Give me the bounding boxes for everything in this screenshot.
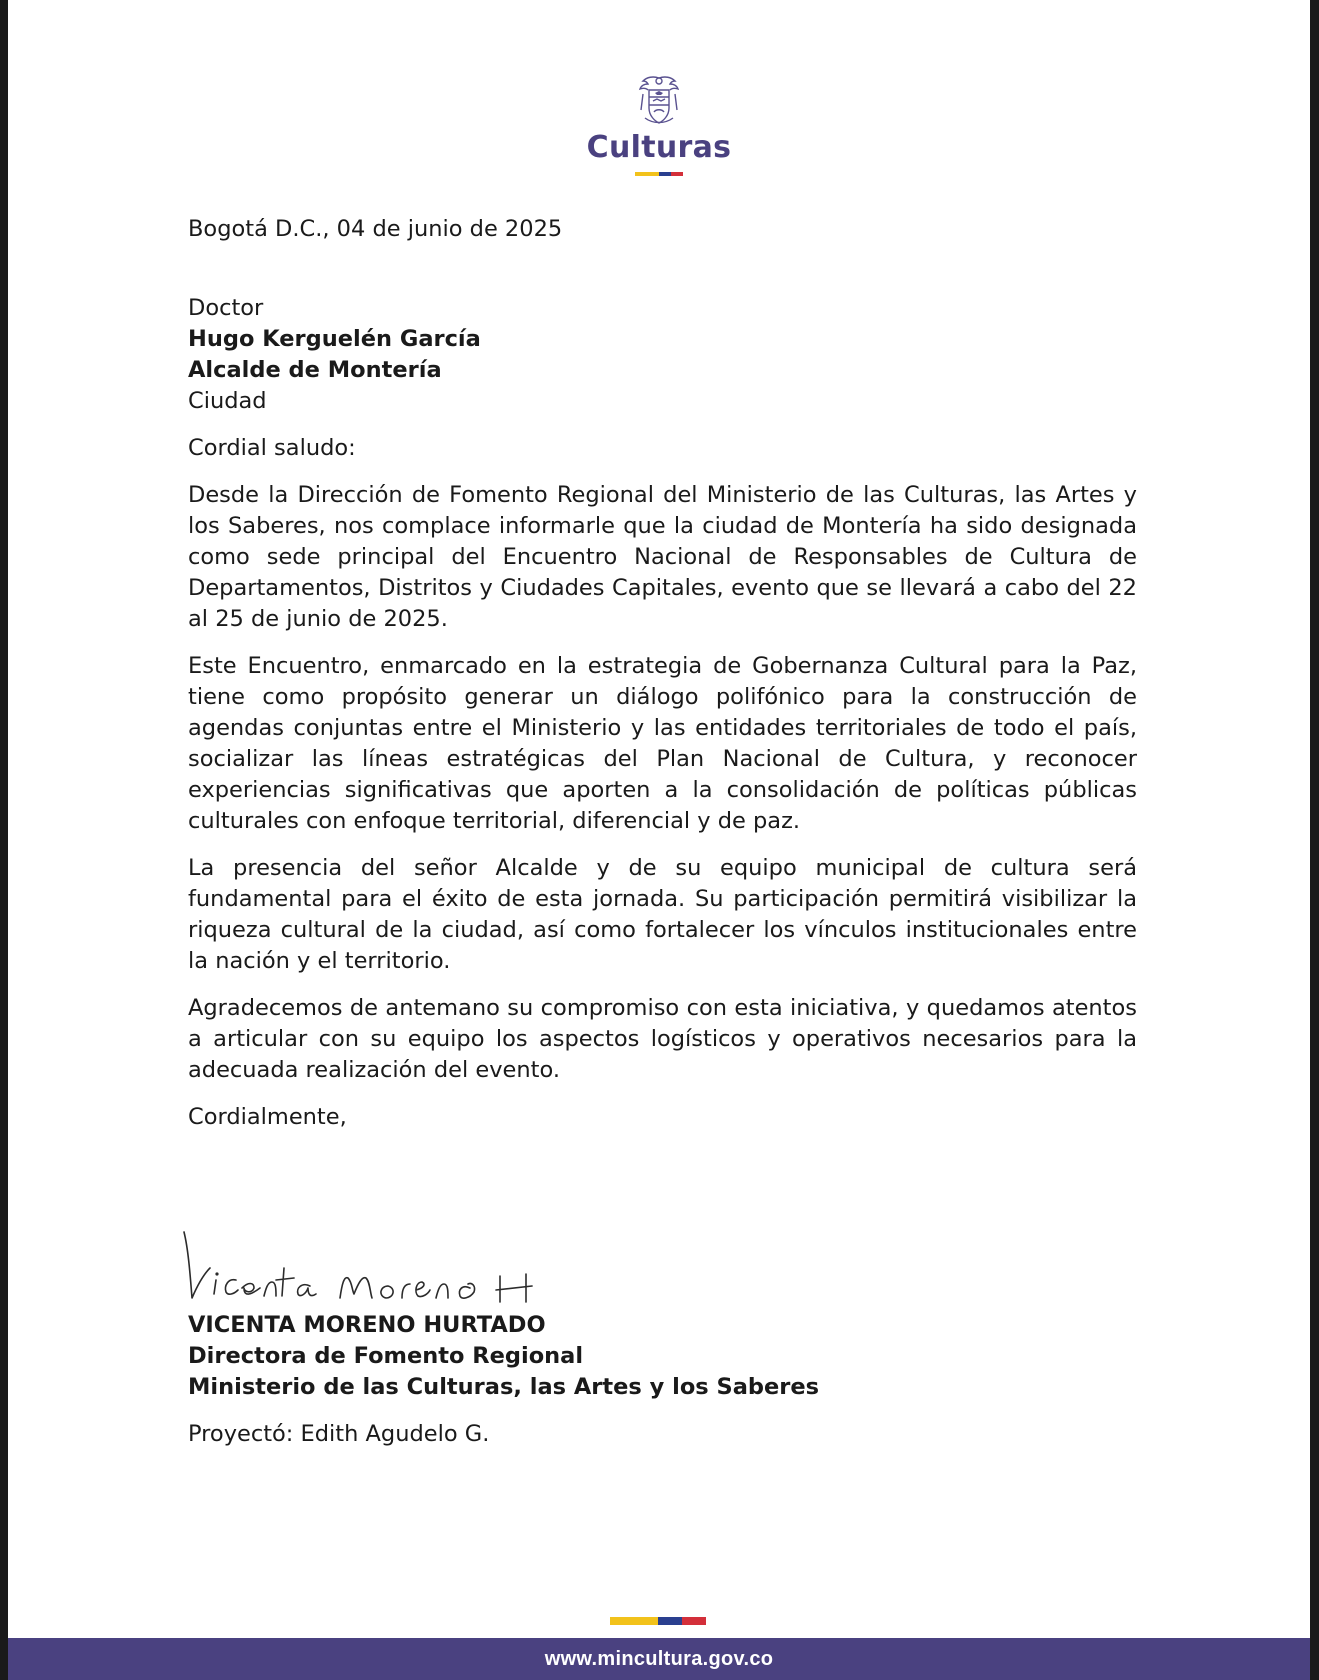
signer-organization: Ministerio de las Culturas, las Artes y los Saberes bbox=[188, 1374, 819, 1400]
paragraph: La presencia del señor Alcalde y de su equipo municipal de cultura será fundamental para el éxito de esta jornada. Su participación permitirá visibilizar la riqueza cultural de la ciudad, así como fortalecer los vínculos institucionales entre la nación y el territorio. bbox=[188, 855, 1137, 974]
recipient-name: Hugo Kerguelén García bbox=[188, 326, 481, 352]
closing: Cordialmente, bbox=[188, 1104, 347, 1130]
recipient-position: Alcalde de Montería bbox=[188, 357, 442, 383]
signer-position: Directora de Fomento Regional bbox=[188, 1343, 584, 1369]
paragraph: Agradecemos de antemano su compromiso con esta iniciativa, y quedamos atentos a articular con su equipo los aspectos logísticos y operativos necesarios para la adecuada realización del evento. bbox=[188, 995, 1137, 1083]
paragraph: Desde la Dirección de Fomento Regional del Ministerio de las Culturas, las Artes y los Saberes, nos complace informarle que la ciudad de Montería ha sido designada como sede principal del Encuentro Nacional de Responsables de Cultura de Departamentos, Distritos y Ciudades Capitales, evento que se llevará a cabo del 22 al 25 de junio de 2025. bbox=[188, 482, 1137, 632]
handwritten-signature bbox=[180, 1228, 580, 1312]
recipient-city: Ciudad bbox=[188, 388, 267, 414]
letter-page bbox=[8, 0, 1310, 1680]
letter-body bbox=[188, 214, 1137, 1133]
recipient-title: Doctor bbox=[188, 295, 264, 321]
signer-name: VICENTA MORENO HURTADO bbox=[188, 1312, 546, 1338]
paragraph: Este Encuentro, enmarcado en la estrategia de Gobernanza Cultural para la Paz, tiene como propósito generar un diálogo polifónico para la construcción de agendas conjuntas entre el Ministerio y las entidades territoriales de todo el país, socializar las líneas estratégicas del Plan Nacional de Cultura, y reconocer experiencias significativas que aporten a la consolidación de políticas públicas culturales con enfoque territorial, diferencial y de paz. bbox=[188, 653, 1137, 834]
letter-date: Bogotá D.C., 04 de junio de 2025 bbox=[188, 216, 563, 242]
flag-stripe bbox=[635, 172, 683, 176]
ministry-logo bbox=[8, 74, 1310, 176]
signer-block bbox=[188, 1310, 1137, 1450]
footer-flag-stripe bbox=[610, 1617, 706, 1625]
drafted-by: Proyectó: Edith Agudelo G. bbox=[188, 1421, 490, 1447]
footer-url: www.mincultura.gov.co bbox=[8, 1638, 1310, 1680]
colombia-coat-of-arms-icon bbox=[635, 74, 683, 128]
greeting: Cordial saludo: bbox=[188, 435, 356, 461]
logo-text: Culturas bbox=[586, 130, 732, 165]
